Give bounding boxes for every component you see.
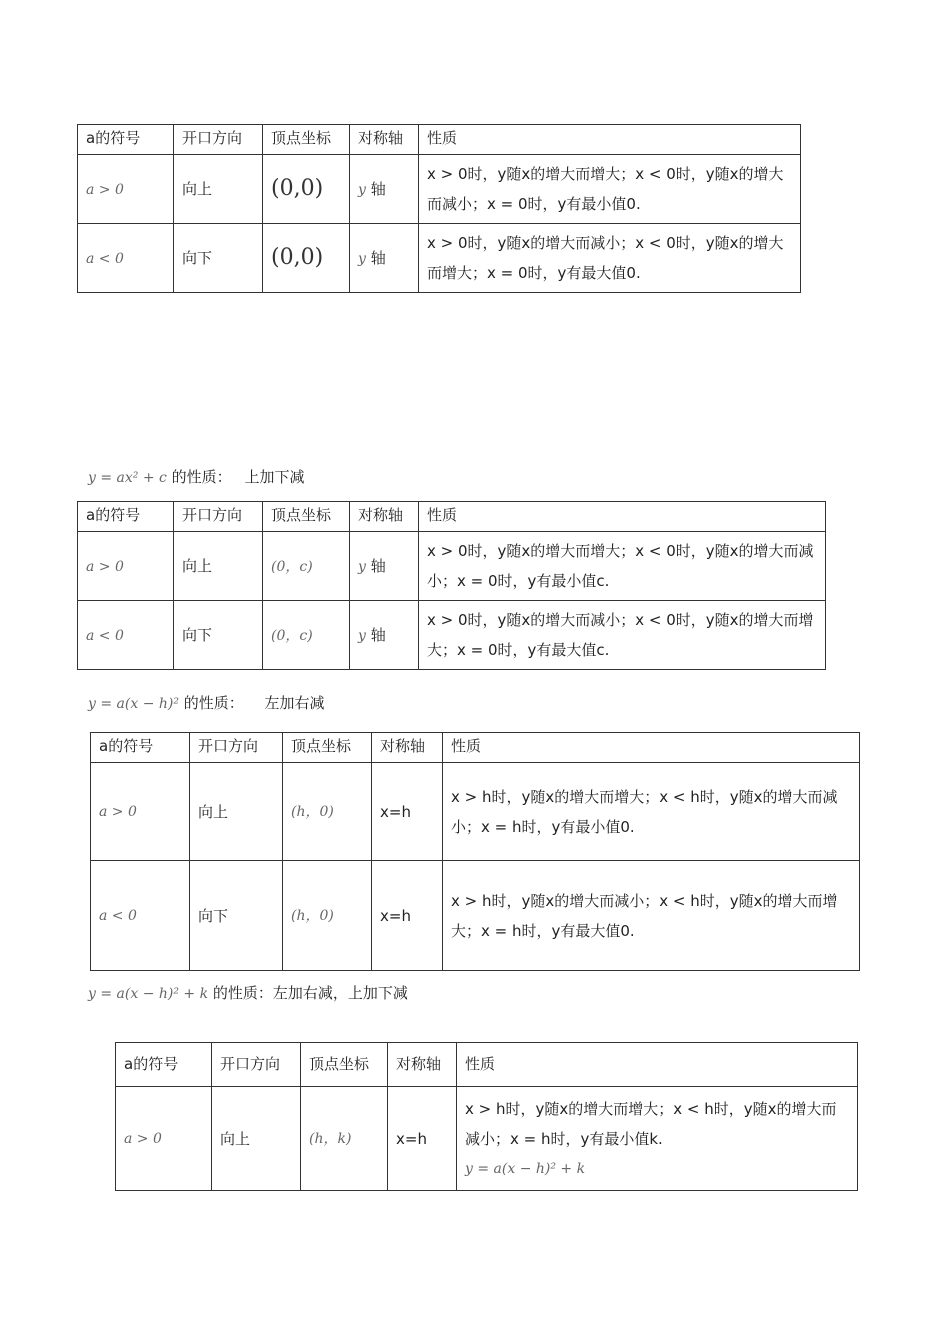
vertex-cell: (0,0): [263, 224, 350, 293]
header-sign: a的符号: [116, 1043, 212, 1087]
header-axis: 对称轴: [350, 125, 419, 155]
property-cell: x > 0时，y随x的增大而减小；x < 0时，y随x的增大而增大；x = 0时，y有最大值0.: [419, 224, 801, 293]
axis-cell: x=h: [372, 861, 443, 971]
header-direction: 开口方向: [212, 1043, 301, 1087]
direction-cell: 向上: [190, 763, 283, 861]
property-cell: [457, 1087, 858, 1191]
table-y-a-x-minus-h-sq: [90, 732, 860, 971]
table-header-row: [78, 502, 826, 532]
table-row: [91, 861, 860, 971]
sign-cell: a < 0: [78, 601, 174, 670]
table-row: [91, 763, 860, 861]
header-direction: 开口方向: [190, 733, 283, 763]
header-direction: 开口方向: [174, 125, 263, 155]
sign-cell: a < 0: [91, 861, 190, 971]
table-y-ax2-plus-c: [77, 501, 826, 670]
sign-cell: a > 0: [78, 532, 174, 601]
caption-vertex-form: y = a(x − h)² + k 的性质：左加右减，上加下减: [88, 984, 408, 1002]
axis-cell: y 轴: [350, 601, 419, 670]
vertex-cell: (0,0): [263, 155, 350, 224]
header-property: 性质: [443, 733, 860, 763]
property-cell: x > 0时，y随x的增大而增大；x < 0时，y随x的增大而减小；x = 0时，y有最小值0.: [419, 155, 801, 224]
table-header-row: [78, 125, 801, 155]
header-property: 性质: [419, 502, 826, 532]
axis-cell: y 轴: [350, 155, 419, 224]
sign-cell: a > 0: [116, 1087, 212, 1191]
header-sign: a的符号: [91, 733, 190, 763]
header-property: 性质: [457, 1043, 858, 1087]
table-row: [78, 224, 801, 293]
axis-cell: y 轴: [350, 532, 419, 601]
axis-cell: x=h: [388, 1087, 457, 1191]
sign-cell: a > 0: [91, 763, 190, 861]
direction-cell: 向下: [190, 861, 283, 971]
direction-cell: 向上: [174, 155, 263, 224]
direction-cell: 向下: [174, 224, 263, 293]
vertex-cell: (0，c): [263, 532, 350, 601]
sign-cell: a > 0: [78, 155, 174, 224]
header-vertex: 顶点坐标: [263, 125, 350, 155]
property-text: x > h时，y随x的增大而增大；x < h时，y随x的增大而减小；x = h时，y有最小值k.: [465, 1099, 837, 1148]
property-cell: x > h时，y随x的增大而增大；x < h时，y随x的增大而减小；x = h时，y有最小值0.: [443, 763, 860, 861]
header-property: 性质: [419, 125, 801, 155]
table-row: [116, 1087, 858, 1191]
direction-cell: 向上: [212, 1087, 301, 1191]
vertex-cell: (h，0): [283, 861, 372, 971]
property-cell: x > 0时，y随x的增大而增大；x < 0时，y随x的增大而减小；x = 0时，y有最小值c.: [419, 532, 826, 601]
header-axis: 对称轴: [350, 502, 419, 532]
axis-cell: x=h: [372, 763, 443, 861]
caption-y-ax2-plus-c: y = ax² + c 的性质： 上加下减: [88, 468, 305, 486]
sign-cell: a < 0: [78, 224, 174, 293]
table-header-row: [91, 733, 860, 763]
property-cell: x > 0时，y随x的增大而减小；x < 0时，y随x的增大而增大；x = 0时，y有最大值c.: [419, 601, 826, 670]
property-formula: y = a(x − h)² + k: [465, 1160, 586, 1177]
table-vertex-form: [115, 1042, 858, 1191]
header-axis: 对称轴: [388, 1043, 457, 1087]
vertex-cell: (h，0): [283, 763, 372, 861]
table-header-row: [116, 1043, 858, 1087]
table-row: [78, 601, 826, 670]
vertex-cell: (0，c): [263, 601, 350, 670]
header-vertex: 顶点坐标: [301, 1043, 388, 1087]
table-y-ax2: [77, 124, 801, 293]
header-sign: a的符号: [78, 125, 174, 155]
header-direction: 开口方向: [174, 502, 263, 532]
direction-cell: 向下: [174, 601, 263, 670]
header-vertex: 顶点坐标: [263, 502, 350, 532]
axis-cell: y 轴: [350, 224, 419, 293]
table-row: [78, 532, 826, 601]
header-sign: a的符号: [78, 502, 174, 532]
table-row: [78, 155, 801, 224]
caption-y-a-x-minus-h-sq: y = a(x − h)² 的性质： 左加右减: [88, 694, 325, 712]
header-axis: 对称轴: [372, 733, 443, 763]
vertex-cell: (h，k): [301, 1087, 388, 1191]
header-vertex: 顶点坐标: [283, 733, 372, 763]
property-cell: x > h时，y随x的增大而减小；x < h时，y随x的增大而增大；x = h时，y有最大值0.: [443, 861, 860, 971]
direction-cell: 向上: [174, 532, 263, 601]
